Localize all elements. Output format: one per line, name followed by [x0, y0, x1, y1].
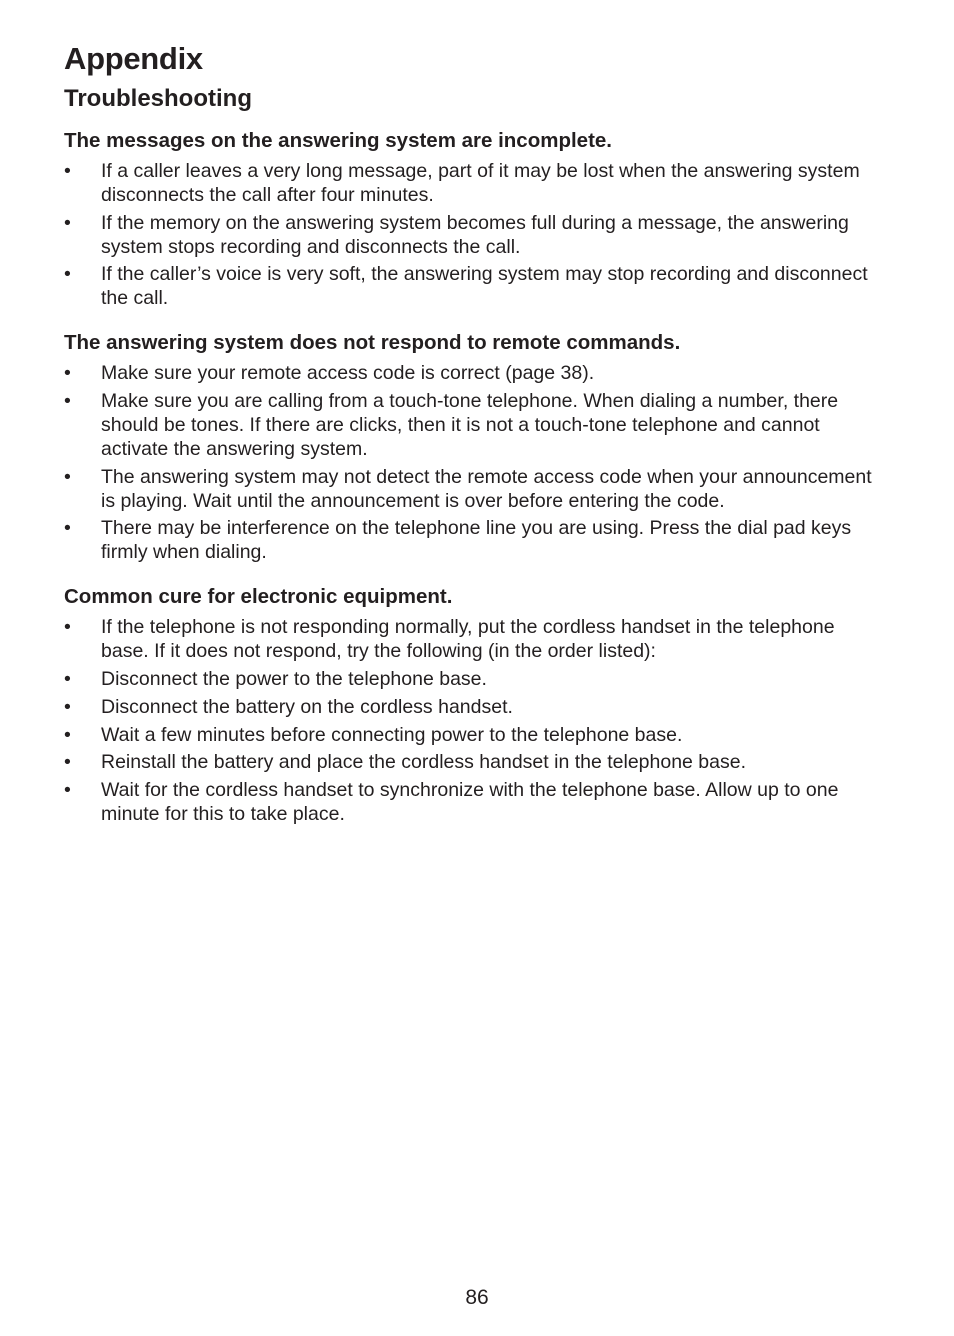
list-item-text: Wait for the cordless handset to synchronize with the telephone base. Allow up to one minute for this to take place. [101, 778, 839, 825]
bullet-list [64, 361, 886, 564]
bullet-icon: • [64, 723, 71, 746]
chapter-title: Appendix [64, 41, 203, 76]
list-item [64, 159, 886, 207]
bullet-icon: • [64, 362, 71, 385]
list-item [64, 361, 886, 385]
bullet-icon: • [64, 211, 71, 234]
list-item-text: If the memory on the answering system becomes full during a message, the answering system stops recording and disconnects the call. [101, 211, 849, 258]
list-item [64, 750, 886, 774]
bullet-icon: • [64, 668, 71, 691]
list-item-text: Reinstall the battery and place the cordless handset in the telephone base. [101, 751, 747, 774]
bullet-icon: • [64, 751, 71, 774]
bullet-icon: • [64, 778, 71, 801]
list-item-text: Make sure you are calling from a touch-tone telephone. When dialing a number, there should be tones. If there are clicks, then it is not a touch-tone telephone and cannot activate the answering system. [101, 390, 839, 461]
list-item-text: Disconnect the power to the telephone base. [101, 668, 487, 691]
bullet-icon: • [64, 517, 71, 540]
section-title: Troubleshooting [64, 85, 252, 112]
list-item-text: Disconnect the battery on the cordless handset. [101, 695, 513, 718]
list-item-text: There may be interference on the telephone line you are using. Press the dial pad keys firmly when dialing. [101, 517, 852, 564]
bullet-icon: • [64, 160, 71, 182]
subsection-title: Common cure for electronic equipment. [64, 585, 453, 609]
list-item [64, 723, 886, 747]
list-item [64, 262, 886, 310]
list-item-text: If a caller leaves a very long message, part of it may be lost when the answering system disconnects the call after four minutes. [101, 160, 860, 206]
list-item [64, 211, 886, 259]
list-item [64, 389, 886, 461]
page-number: 86 [465, 1286, 489, 1309]
list-item [64, 695, 886, 719]
subsection-incomplete-messages [64, 128, 886, 310]
subsection-common-cure [64, 584, 886, 825]
list-item [64, 516, 886, 564]
subsection-title: The messages on the answering system are incomplete. [64, 129, 613, 152]
page-content [64, 40, 886, 830]
list-item-text: The answering system may not detect the remote access code when your announcement is playing. Wait until the announcement is over before entering the code. [101, 465, 872, 512]
bullet-icon: • [64, 390, 71, 413]
list-item [64, 778, 886, 826]
list-item-text: Make sure your remote access code is correct (page 38). [101, 362, 595, 385]
bullet-list [64, 159, 886, 310]
bullet-list [64, 615, 886, 825]
bullet-icon: • [64, 695, 71, 718]
list-item-text: If the caller’s voice is very soft, the answering system may stop recording and disconnect the call. [101, 263, 868, 310]
list-item-text: If the telephone is not responding normally, put the cordless handset in the telephone base. If it does not respond, try the following (in the order listed): [101, 616, 835, 663]
list-item [64, 615, 886, 663]
bullet-icon: • [64, 263, 71, 286]
list-item [64, 667, 886, 691]
subsection-remote-commands [64, 330, 886, 564]
subsection-title: The answering system does not respond to remote commands. [64, 331, 681, 355]
bullet-icon: • [64, 465, 71, 488]
list-item [64, 465, 886, 513]
bullet-icon: • [64, 616, 71, 639]
list-item-text: Wait a few minutes before connecting power to the telephone base. [101, 723, 683, 746]
